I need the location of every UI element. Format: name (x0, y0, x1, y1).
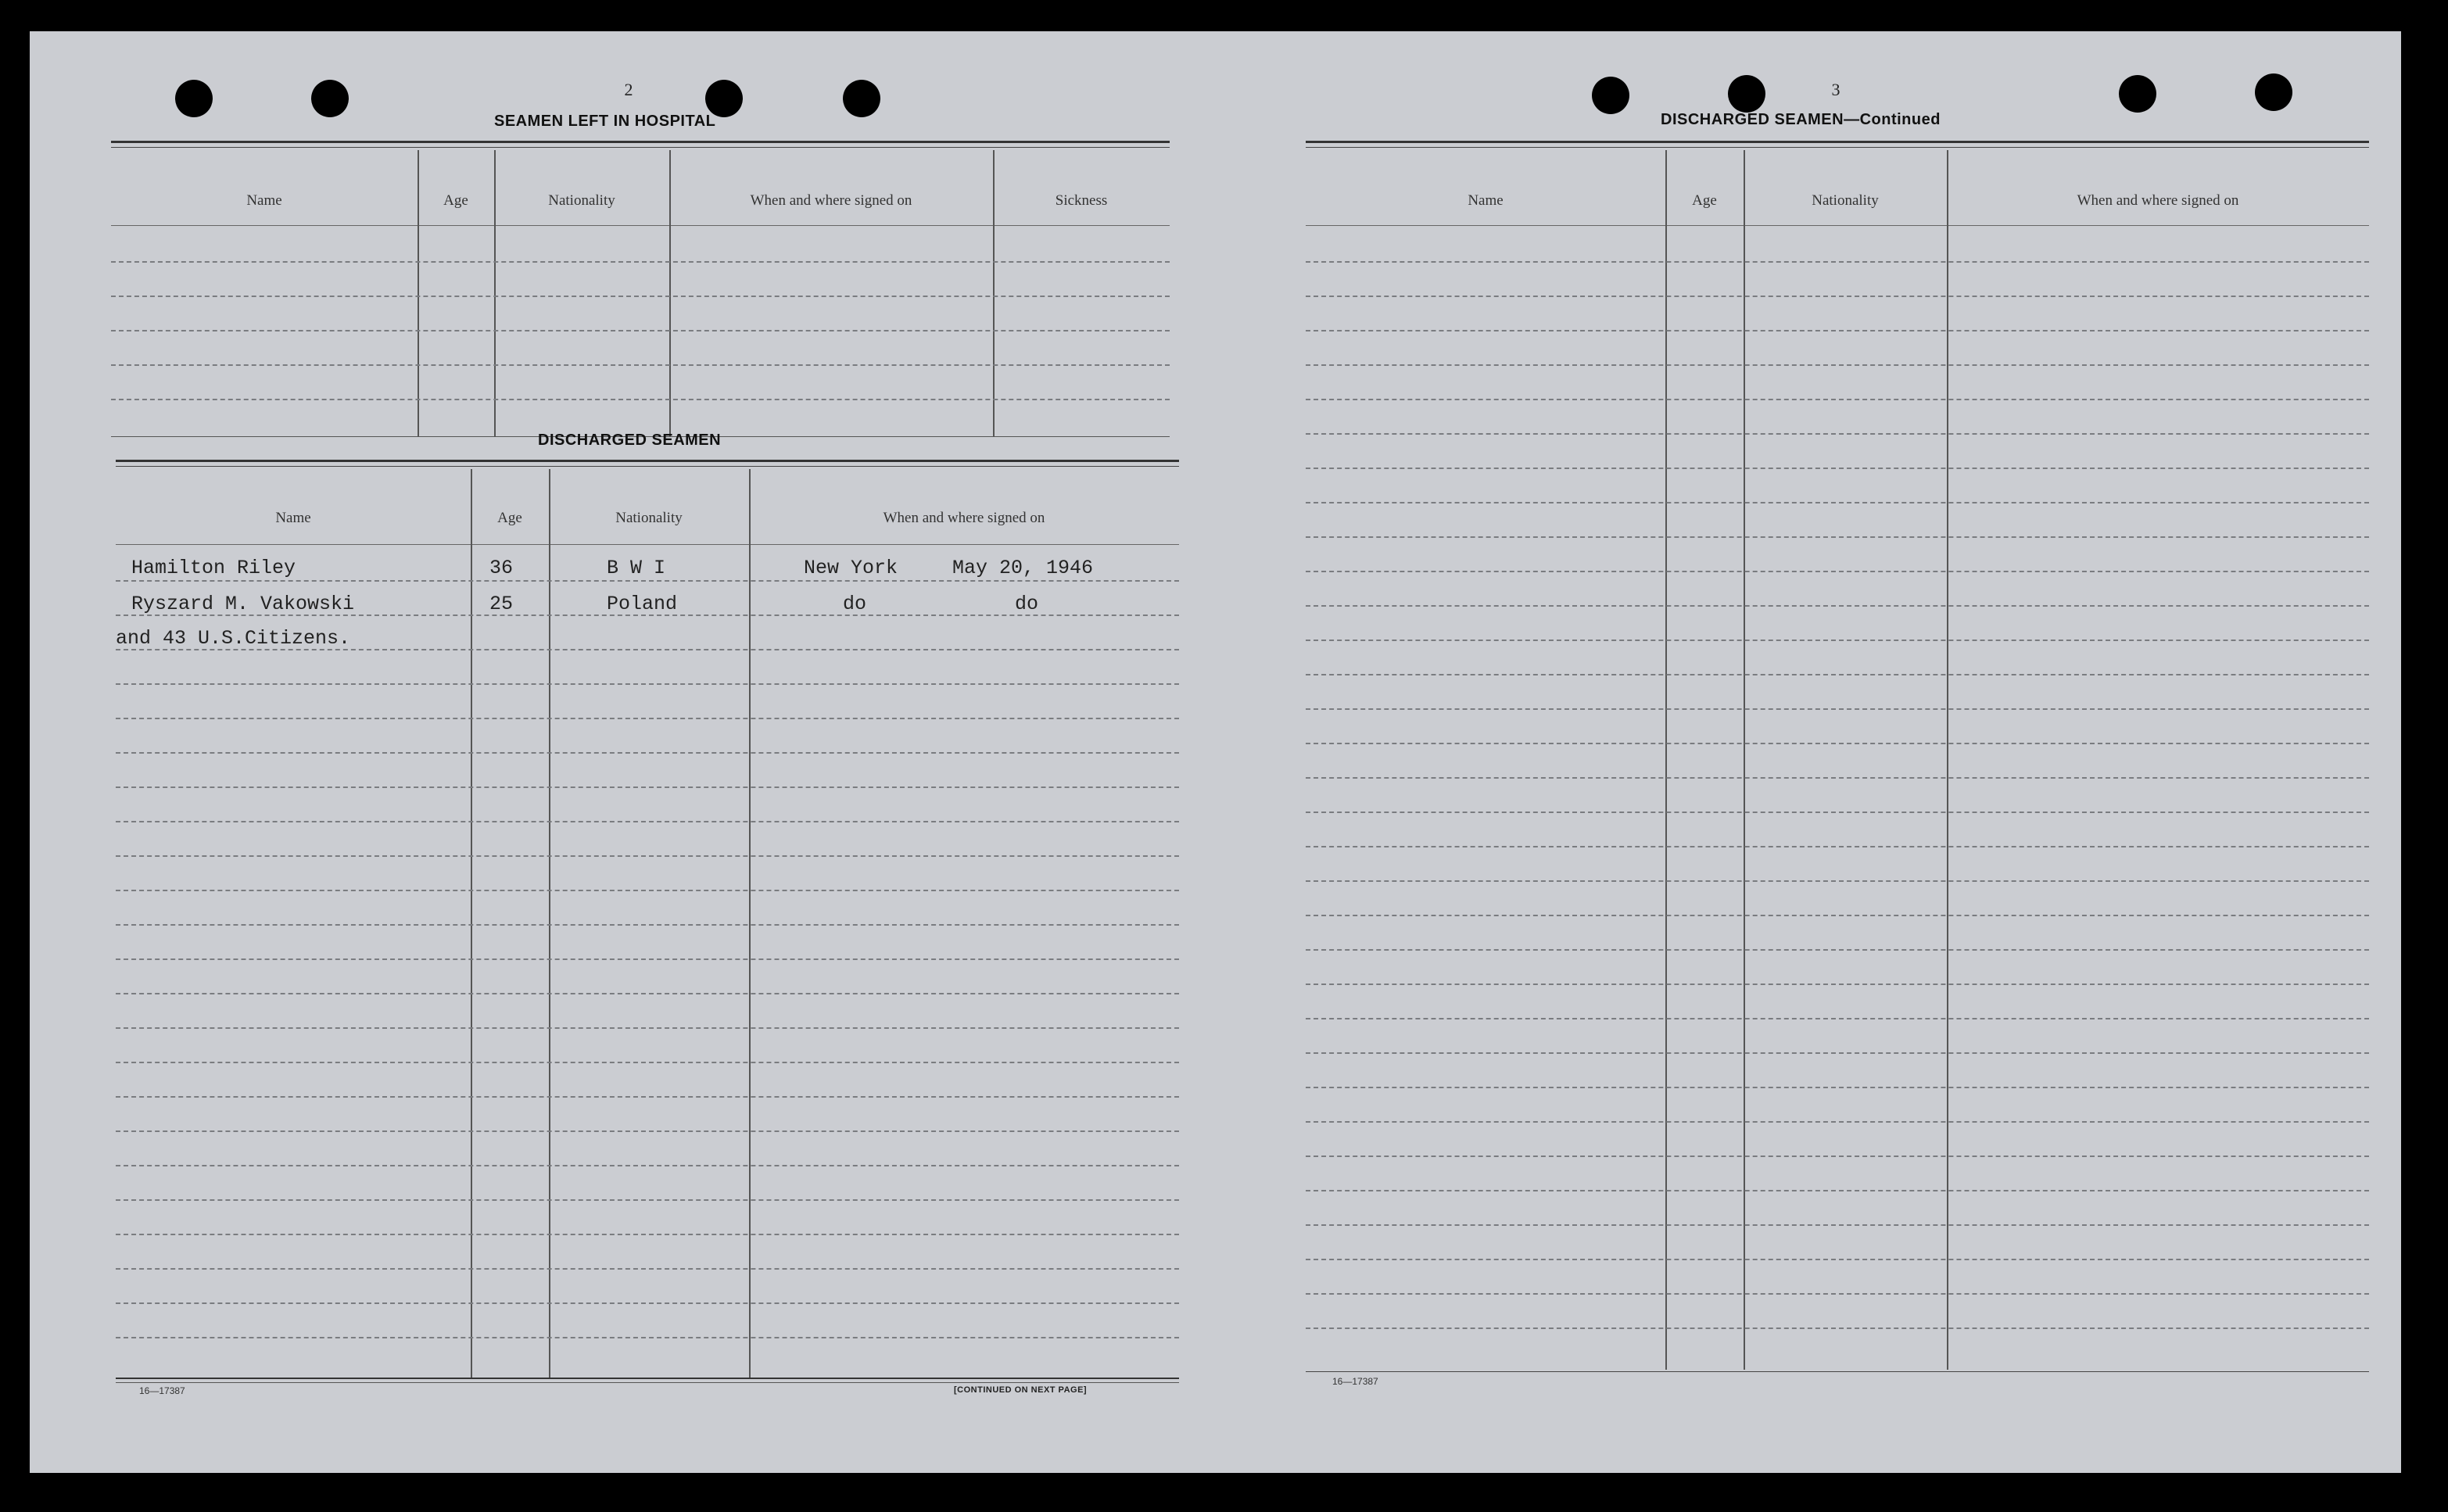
signed-on-date: May 20, 1946 (952, 557, 1094, 579)
column-header-signed-on: When and where signed on (750, 192, 912, 209)
hospital-table (111, 141, 1170, 442)
document-sheet (30, 31, 2401, 1473)
discharged-continued-table (1306, 141, 2369, 1373)
seaman-age: 36 (489, 557, 514, 579)
punch-hole (175, 80, 213, 117)
column-header-signed-on: When and where signed on (2077, 192, 2239, 209)
column-header-sickness: Sickness (1055, 192, 1108, 209)
punch-hole (311, 80, 349, 117)
seaman-name: Ryszard M. Vakowski (131, 593, 355, 615)
page-number: 3 (1831, 80, 1840, 99)
column-header-age: Age (443, 192, 468, 209)
discharged-continued-title (1661, 111, 1941, 129)
seaman-name: and 43 U.S.Citizens. (116, 627, 351, 650)
hospital-section-title: SEAMEN LEFT IN HOSPITAL (494, 113, 716, 130)
title-main: DISCHARGED SEAMEN (1661, 111, 1844, 128)
discharged-section-title: DISCHARGED SEAMEN (538, 432, 722, 449)
column-header-nationality: Nationality (548, 192, 615, 209)
column-header-age: Age (1692, 192, 1717, 209)
seaman-name: Hamilton Riley (131, 557, 296, 579)
seaman-nationality: Poland (607, 593, 678, 615)
column-header-nationality: Nationality (615, 510, 683, 526)
punch-hole (2119, 75, 2156, 113)
form-number: 16—17387 (1332, 1376, 1378, 1387)
page-number: 2 (624, 80, 633, 99)
column-header-age: Age (497, 510, 522, 526)
continued-note: [CONTINUED ON NEXT PAGE] (954, 1385, 1088, 1395)
form-number: 16—17387 (139, 1385, 185, 1396)
punch-hole (705, 80, 743, 117)
title-suffix: —Continued (1844, 111, 1941, 128)
column-header-signed-on: When and where signed on (883, 510, 1045, 526)
column-header-name: Name (1468, 192, 1504, 209)
punch-hole (1728, 75, 1765, 113)
seaman-nationality: B W I (607, 557, 666, 579)
signed-on-place: New York (804, 557, 898, 579)
seaman-age: 25 (489, 593, 514, 615)
punch-hole (843, 80, 880, 117)
column-header-nationality: Nationality (1812, 192, 1879, 209)
punch-hole (2255, 73, 2292, 111)
discharged-table (116, 460, 1179, 1382)
column-header-name: Name (275, 510, 311, 526)
column-header-name: Name (246, 192, 282, 209)
punch-hole (1592, 77, 1629, 114)
signed-on-place: do (843, 593, 867, 615)
signed-on-date: do (1015, 593, 1039, 615)
